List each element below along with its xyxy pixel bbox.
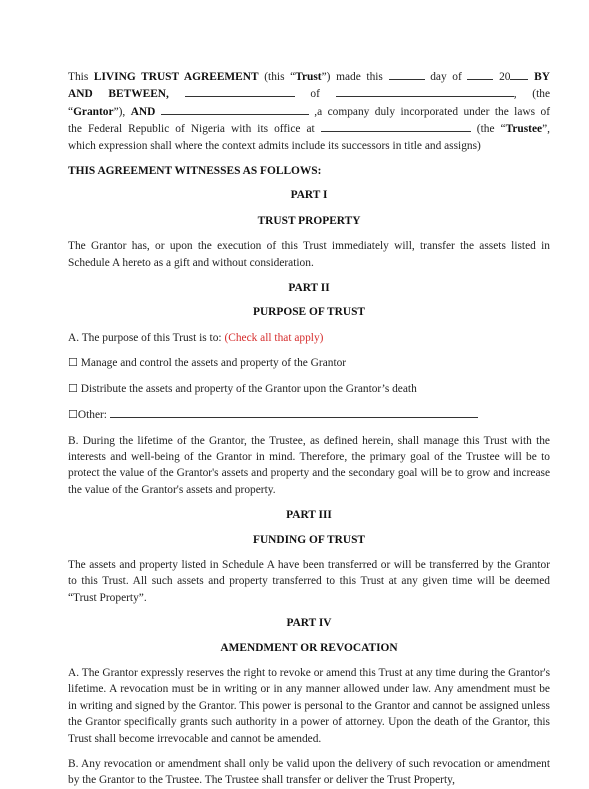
part4-title: AMENDMENT OR REVOCATION [220, 641, 398, 654]
purpose-lead: A. The purpose of this Trust is to: (Check all that apply) [68, 331, 324, 344]
option-distribute[interactable]: ☐ Distribute the assets and property of the Grantor upon the Grantor’s death [68, 381, 417, 395]
agreement-title: LIVING TRUST AGREEMENT [93, 71, 259, 83]
grantor-address-blank[interactable] [336, 85, 514, 97]
checkbox-distribute[interactable]: ☐ [68, 381, 78, 395]
intro-line-4: the Federal Republic of Nigeria with its office at (the “Trustee”, [68, 120, 550, 137]
year-blank[interactable] [510, 68, 528, 80]
intro-line-5: which expression shall where the context admits include its successors in title and assigns) [68, 139, 481, 152]
option-other[interactable]: ☐Other: [68, 406, 550, 423]
checkbox-other[interactable]: ☐ [68, 408, 78, 422]
part1-label: PART I [290, 189, 328, 202]
intro-line-2: AND BETWEEN, of , (the [68, 85, 550, 102]
intro-line-1: This LIVING TRUST AGREEMENT (this “Trust”) made this day of 20 BY [68, 68, 550, 85]
part1-title: TRUST PROPERTY [257, 214, 361, 227]
part3-title: FUNDING OF TRUST [252, 533, 366, 546]
trustee-name-blank[interactable] [161, 103, 309, 115]
document-page [68, 68, 550, 789]
grantor-name-blank[interactable] [185, 85, 295, 97]
part2-body-b: B. During the lifetime of the Grantor, the Trustee, as defined herein, shall manage this Trust with the interests and well-being of the Grantor in mind. Therefore, the primary goal of the Trustee will be to protect the value of the Grantor's assets and property and the secondary goal will be to grow and increase the value of the Grantor's assets and property. [68, 434, 550, 496]
intro-line-3: “Grantor”), AND ,a company duly incorporated under the laws of [68, 103, 550, 120]
other-purpose-blank[interactable] [110, 406, 478, 418]
checkbox-manage[interactable]: ☐ [68, 356, 78, 370]
part4-body-a: A. The Grantor expressly reserves the right to revoke or amend this Trust at any time during the Grantor's lifetime. A revocation must be in writing or in any manner allowed under law. Any amendment must be in writing and signed by the Grantor. This power is personal to the Grantor and cannot be assigned unless the Grantor specifically grants such authority in a power of attorney. Upon the death of the Grantor, this Trust shall become irrevocable and cannot be amended. [68, 666, 550, 745]
part2-label: PART II [288, 282, 330, 295]
day-blank[interactable] [389, 68, 425, 80]
intro-paragraph [68, 68, 550, 154]
trustee-office-blank[interactable] [321, 120, 471, 132]
part2-title: PURPOSE OF TRUST [252, 306, 366, 319]
check-all-note: (Check all that apply) [224, 331, 324, 344]
part4-body-b: B. Any revocation or amendment shall only be valid upon the delivery of such revocation or amendment by the Grantor to the Trustee. The Trustee shall transfer or deliver the Trust Property, [68, 758, 550, 787]
part3-label: PART III [286, 509, 332, 522]
part1-body: The Grantor has, or upon the execution of this Trust immediately will, transfer the assets listed in Schedule A hereto as a gift and without consideration. [68, 240, 550, 269]
witnesses-heading: THIS AGREEMENT WITNESSES AS FOLLOWS: [68, 165, 322, 178]
part4-label: PART IV [286, 617, 332, 630]
option-manage[interactable]: ☐ Manage and control the assets and property of the Grantor [68, 356, 347, 370]
month-blank[interactable] [467, 68, 493, 80]
part3-body: The assets and property listed in Schedule A have been transferred or will be transferred by the Grantor to this Trust. All such assets and property transferred to this Trust at any given time will be deemed “Trust Property”. [68, 558, 550, 604]
